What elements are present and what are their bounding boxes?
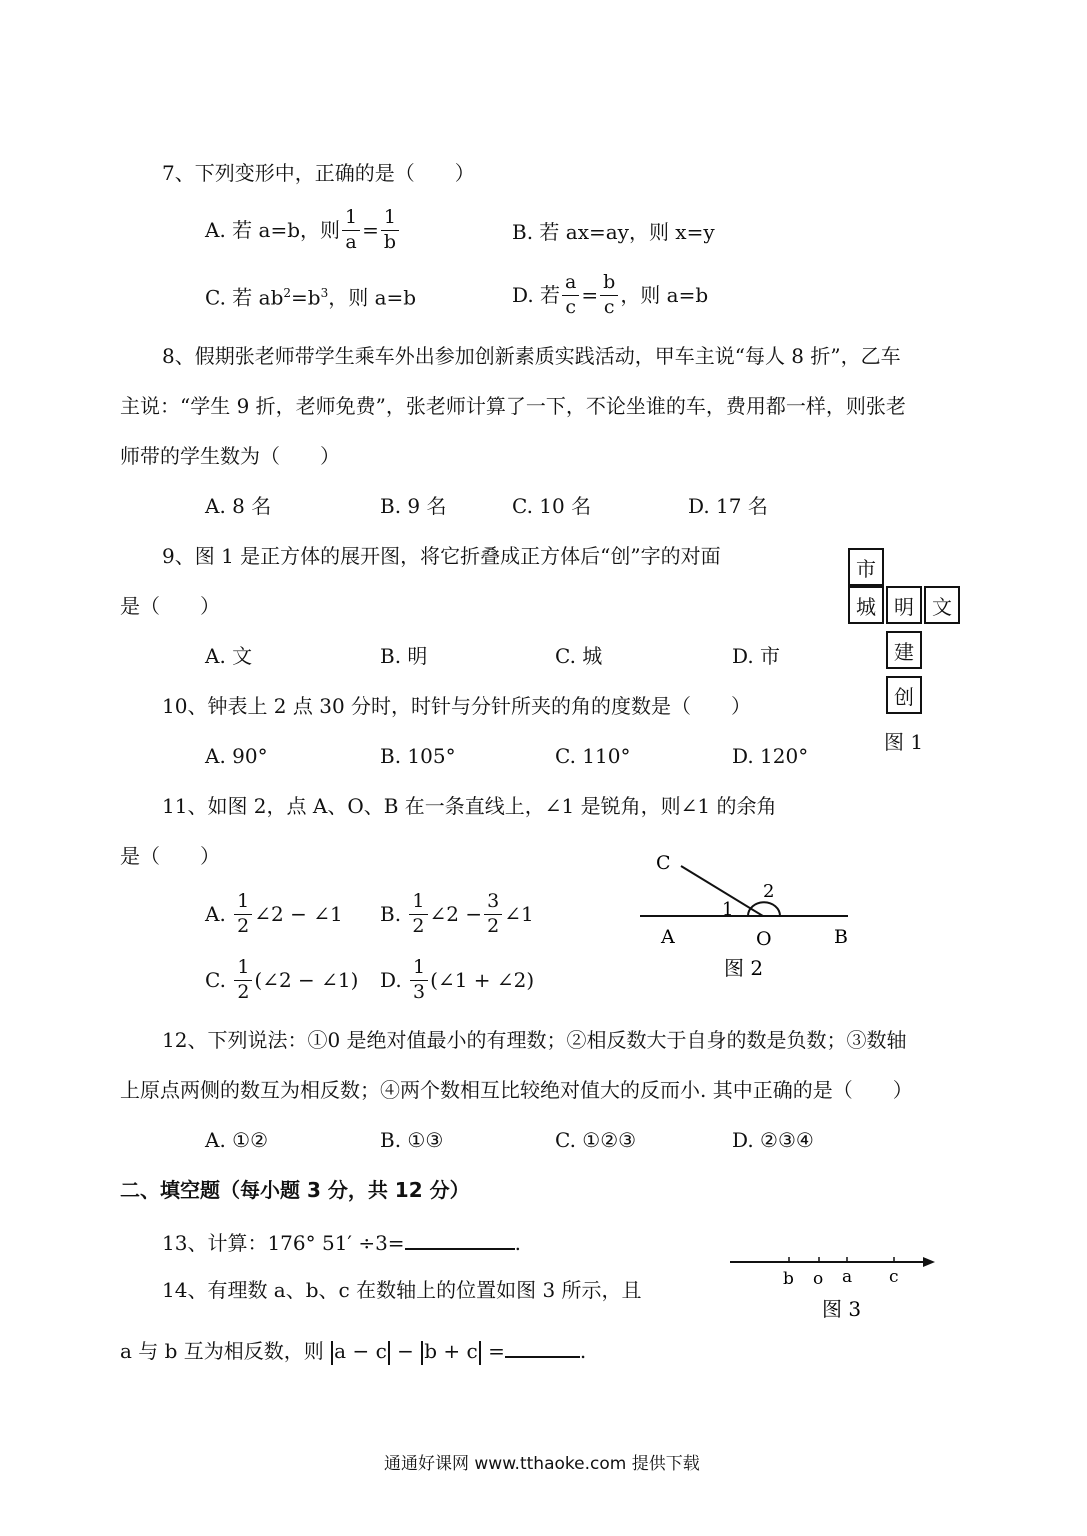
label-angle1: 1 <box>722 899 734 920</box>
frac-num: 1 <box>381 208 399 231</box>
q11-a-label: A. <box>205 902 226 927</box>
q7-d-suffix: ，则 a=b <box>620 283 709 308</box>
frac-num: b <box>600 273 618 296</box>
frac-num: 1 <box>234 892 252 915</box>
net-cell-center: 明 <box>886 586 922 624</box>
net-cell-left: 城 <box>848 586 884 624</box>
figure1-caption: 图 1 <box>884 730 924 754</box>
q8-option-d: D. 17 名 <box>688 494 768 518</box>
q7-stem: 7、下列变形中，正确的是（ ） <box>162 161 475 185</box>
axis-label-c: c <box>889 1267 899 1287</box>
frac-den: 2 <box>237 980 250 1003</box>
net-cell-top: 市 <box>848 548 884 586</box>
q13-answer-blank <box>405 1230 515 1250</box>
q11-a-frac <box>234 892 252 937</box>
q12-line2: 上原点两侧的数互为相反数；④两个数相互比较绝对值大的反而小. 其中正确的是（ ） <box>120 1078 913 1102</box>
q7-a-eq: = <box>362 218 379 243</box>
q7-c-pre: C. 若 ab <box>205 285 284 310</box>
frac-den: 2 <box>487 914 500 937</box>
q11-option-c <box>205 958 358 1003</box>
label-angle2: 2 <box>763 881 775 902</box>
section2-title: 二、填空题（每小题 3 分，共 12 分） <box>120 1178 470 1202</box>
q12-option-c: C. ①②③ <box>555 1128 637 1152</box>
abs-bar <box>388 1341 390 1365</box>
figure3-caption: 图 3 <box>822 1297 862 1321</box>
q13-end: . <box>514 1231 521 1255</box>
q7-c-sup1: 2 <box>283 286 292 300</box>
q12-line1: 12、下列说法：①0 是绝对值最小的有理数；②相反数大于自身的数是负数；③数轴 <box>162 1028 907 1052</box>
q7-d-frac2 <box>600 273 618 318</box>
frac-den: 2 <box>412 914 425 937</box>
q7-d-eq: = <box>581 283 599 308</box>
frac-num: 3 <box>484 892 502 915</box>
q7-a-frac2 <box>381 208 399 253</box>
q11-d-expr: (∠1 + ∠2) <box>430 968 535 993</box>
frac-den: c <box>603 295 615 318</box>
q9-line1: 9、图 1 是正方体的展开图，将它折叠成正方体后“创”字的对面 <box>162 544 721 568</box>
frac-num: 1 <box>410 958 428 981</box>
frac-num: 1 <box>409 892 427 915</box>
q13-text: 13、计算：176° 51′ ÷3= <box>162 1231 405 1255</box>
q11-b-expr1: ∠2 − <box>429 902 483 927</box>
q7-a-prefix: A. 若 a=b，则 <box>205 218 340 243</box>
frac-num: a <box>562 273 579 296</box>
q11-d-label: D. <box>380 968 402 993</box>
abs-bar <box>331 1341 333 1365</box>
q11-c-expr: (∠2 − ∠1) <box>254 968 359 993</box>
q14-minus: − <box>397 1339 414 1363</box>
frac-num: 1 <box>342 208 360 231</box>
axis-label-b: b <box>783 1269 794 1289</box>
angle-figure <box>630 845 860 985</box>
abs-bar <box>479 1341 481 1365</box>
label-c: C <box>656 852 671 874</box>
q9-option-b: B. 明 <box>380 644 428 668</box>
q12-option-d: D. ②③④ <box>732 1128 814 1152</box>
q9-option-d: D. 市 <box>732 644 781 668</box>
q11-c-frac <box>234 958 252 1003</box>
label-b: B <box>834 926 848 948</box>
q12-option-b: B. ①③ <box>380 1128 444 1152</box>
q11-option-b <box>380 892 534 937</box>
net-cell-right: 文 <box>924 586 960 624</box>
q8-option-c: C. 10 名 <box>512 494 592 518</box>
q11-b-label: B. <box>380 902 402 927</box>
q14-line2-pre: a 与 b 互为相反数，则 <box>120 1339 324 1363</box>
frac-den: 2 <box>237 914 250 937</box>
frac-num: 1 <box>234 958 252 981</box>
q8-option-b: B. 9 名 <box>380 494 447 518</box>
figure2-caption: 图 2 <box>724 956 764 980</box>
q11-b-frac1 <box>409 892 427 937</box>
q8-line3: 师带的学生数为（ ） <box>120 444 340 468</box>
q13 <box>162 1230 521 1253</box>
q8-line1: 8、假期张老师带学生乘车外出参加创新素质实践活动，甲车主说“每人 8 折”，乙车 <box>162 344 901 368</box>
q8-option-a: A. 8 名 <box>205 494 272 518</box>
q11-d-frac <box>410 958 428 1003</box>
q11-line1: 11、如图 2，点 A、O、B 在一条直线上，∠1 是锐角，则∠1 的余角 <box>162 794 777 818</box>
q7-c-sup2: 3 <box>320 286 329 300</box>
axis-label-o: o <box>813 1269 824 1289</box>
q11-b-expr2: ∠1 <box>504 902 534 927</box>
q7-option-a <box>205 208 401 253</box>
q14-expr1: a − c <box>334 1339 387 1363</box>
q12-option-a: A. ①② <box>205 1128 269 1152</box>
q11-line2: 是（ ） <box>120 844 220 868</box>
q11-c-label: C. <box>205 968 226 993</box>
label-a: A <box>661 926 675 948</box>
frac-den: 3 <box>413 980 426 1003</box>
q10-option-a: A. 90° <box>205 744 268 768</box>
q7-option-c <box>205 287 416 308</box>
q11-option-a <box>205 892 343 937</box>
q7-d-frac1 <box>562 273 579 318</box>
q7-option-b: B. 若 ax=ay，则 x=y <box>512 220 715 244</box>
q14-expr2: b + c <box>424 1339 478 1363</box>
q14-end: . <box>579 1339 587 1363</box>
frac-den: a <box>345 230 357 253</box>
q11-b-frac2 <box>484 892 502 937</box>
axis-label-a: a <box>842 1267 853 1287</box>
abs-bar <box>421 1341 423 1365</box>
q14-line2 <box>120 1338 586 1365</box>
q14-answer-blank <box>505 1338 580 1358</box>
q10-option-d: D. 120° <box>732 744 809 768</box>
axis-arrow-icon <box>923 1257 935 1267</box>
q7-c-mid: =b <box>291 285 321 310</box>
net-cell-below1: 建 <box>886 631 922 669</box>
q14-line1: 14、有理数 a、b、c 在数轴上的位置如图 3 所示，且 <box>162 1278 642 1302</box>
q9-option-a: A. 文 <box>205 644 253 668</box>
label-o: O <box>756 928 772 950</box>
q7-c-post: ，则 a=b <box>328 285 417 310</box>
q9-line2: 是（ ） <box>120 594 220 618</box>
q8-line2: 主说：“学生 9 折，老师免费”，张老师计算了一下，不论坐谁的车，费用都一样，则张老 <box>120 394 906 418</box>
q7-a-frac1 <box>342 208 360 253</box>
frac-den: b <box>383 230 397 253</box>
q11-a-expr: ∠2 − ∠1 <box>254 902 343 927</box>
q10-option-b: B. 105° <box>380 744 456 768</box>
net-cell-below2: 创 <box>886 676 922 714</box>
q14-eq: = <box>488 1339 505 1363</box>
q10-stem: 10、钟表上 2 点 30 分时，时针与分针所夹的角的度数是（ ） <box>162 694 752 718</box>
frac-den: c <box>565 295 577 318</box>
q10-option-c: C. 110° <box>555 744 631 768</box>
q7-option-d <box>512 273 708 318</box>
q7-d-prefix: D. 若 <box>512 283 561 308</box>
q9-option-c: C. 城 <box>555 644 603 668</box>
q11-option-d <box>380 958 534 1003</box>
footer-credit: 通通好课网 www.tthaoke.com 提供下载 <box>384 1454 700 1474</box>
number-line-figure <box>725 1250 940 1325</box>
